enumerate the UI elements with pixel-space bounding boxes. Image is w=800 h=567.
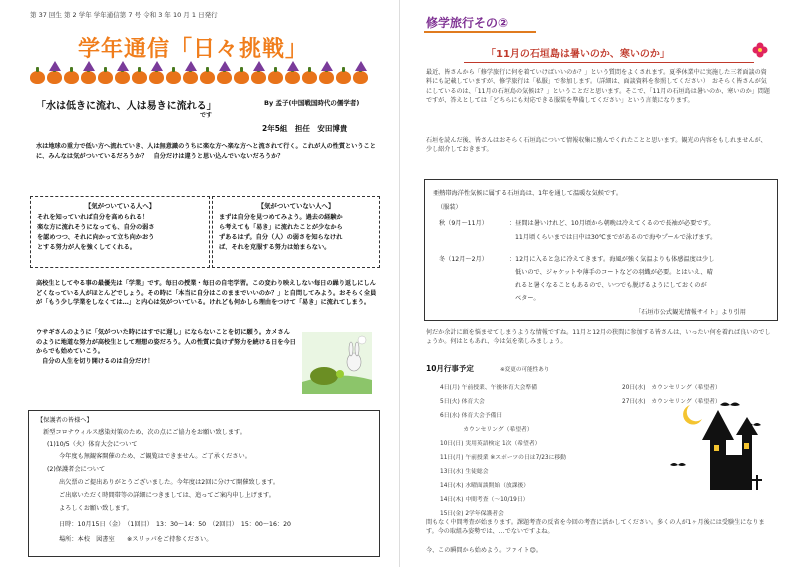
event-item: 13日(水) 生徒総会 xyxy=(440,469,489,475)
event-item: 27日(水) カウンセリング（希望者） xyxy=(622,399,721,405)
guardian-notice-line: 今年度も無観客開催のため、ご観覧はできません。ご了承ください。 xyxy=(59,453,251,460)
unaware-box xyxy=(212,196,380,268)
pumpkin-icon xyxy=(47,71,62,84)
events-title: 10月行事予定 xyxy=(426,364,474,373)
newsletter-title: 学年通信「日々挑戦」 xyxy=(78,36,309,62)
aware-box-heading: 【気がついている人へ】 xyxy=(84,202,156,210)
trip-paragraph-2: 石垣を読んだ後、皆さんはおそらく石垣島について情報収集に励んでくれたことと思います。観光の内容をもしれませんが、少し紹介しておきます。 xyxy=(426,137,767,154)
event-item: カウンセリング（希望者） xyxy=(440,427,533,433)
guardian-notice-box xyxy=(28,410,380,557)
event-item: 14日(木) 水曜面談開始（放課後） xyxy=(440,483,530,489)
pumpkin-icon xyxy=(268,71,283,84)
autumn-text: 11月頃くらいまでは日中は30℃までがあるので海やプールで泳げます。 xyxy=(515,234,717,241)
winter-text: れると暑くなることもあるので、いつでも脱げるようにしておくのが xyxy=(515,282,707,289)
event-item: 15日(金) 2学年保護者会 xyxy=(440,511,504,517)
guardian-notice-line: よろしくお願い致します。 xyxy=(59,505,133,512)
pumpkin-icon xyxy=(166,71,181,84)
event-item: 10日(日) 実用英語検定 1次（希望者） xyxy=(440,441,541,447)
events-note: ※変更の可能性あり xyxy=(500,367,550,373)
event-item: 11日(月) 午前授業 ※スポーツの日は7/23に移動 xyxy=(440,455,566,461)
trip-paragraph-1: 最近、皆さんから「修学旅行に何を着ていけばいいのか？」という質問をよくされます。夏季休業中に実施した三者面談の資料にも記載していますが、修学旅行は「私服」で参加します。（詳細は、面談資料を参照してください） おそらく皆さんが気にしているのは、「11月の石垣島の気候は？」ということだと思います。そこで、「11月の石垣島は暑いのか、寒いのか」問題ですが、答えとしては「どちらにも対応できる服装を準備してください」という言葉になります。 xyxy=(426,69,770,105)
pumpkin-icon xyxy=(183,71,198,84)
aware-box-body: それを知っていれば自分を高められる！ 楽な方に流れそうになっても、自分の弱さ を認めつつ、それに向かって立ち向かおう とする努力が人を強くしてくれる。 xyxy=(37,214,155,251)
guardian-notice-line: (2)保護者会について xyxy=(47,466,106,473)
tortoise-and-hare-illustration xyxy=(302,332,372,394)
unaware-box-heading: 【気がついていない人へ】 xyxy=(257,202,335,210)
haunted-house-illustration xyxy=(650,395,765,490)
pumpkin-icon xyxy=(251,71,266,84)
climate-intro: 亜熱帯海洋性気候に属する石垣島は、1年を通して温暖な気候です。 xyxy=(433,190,623,197)
pumpkin-icon xyxy=(217,71,232,84)
autumn-label: 秋（9月～11月） xyxy=(439,220,488,227)
event-item: 14日(木) 中間考査（～10/19日） xyxy=(440,497,529,503)
event-item: 4日(月) 午前授業、午後体育大会準備 xyxy=(440,385,538,391)
clothing-label: （服装） xyxy=(437,204,462,211)
pumpkin-icon xyxy=(336,71,351,84)
proverb-heading: 「水は低きに流れ、人は易きに流れる」 xyxy=(36,101,217,112)
pumpkin-icon xyxy=(132,71,147,84)
pumpkin-icon xyxy=(149,71,164,84)
proverb-attribution: By 孟子(中国戦国時代の儒学者) xyxy=(264,99,360,107)
trip-paragraph-3: 何だか余計に頭を悩ませてしまうような情報ですね。11月と12月の狭間に参加する皆さんは、いったい何を着れば良いのでしょうか。何はともあれ、今は気を楽しみましょう。 xyxy=(426,329,771,346)
question-heading: 「11月の石垣島は暑いのか、寒いのか」 xyxy=(486,49,670,60)
pumpkin-icon xyxy=(81,71,96,84)
pumpkin-icon xyxy=(353,71,368,84)
event-item: 6日(水) 体育大会予備日 xyxy=(440,413,503,419)
question-underline xyxy=(464,62,754,63)
guardian-notice-line: (1)10/5（火）体育大会について xyxy=(47,441,138,448)
right-page xyxy=(400,0,800,567)
pumpkin-icon xyxy=(302,71,317,84)
winter-text: ベター。 xyxy=(515,295,540,302)
class-teacher: 2年5組 担任 安田博貴 xyxy=(262,124,348,133)
autumn-text: ：昼間は暑いけれど、10月頃から朝晩は冷えてくるので長袖が必要です。 xyxy=(509,220,715,227)
event-item: 5日(火) 体育大会 xyxy=(440,399,485,405)
climate-source: 「石垣市公式観光情報サイト」より引用 xyxy=(635,309,746,316)
pumpkin-icon xyxy=(234,71,249,84)
pumpkin-icon xyxy=(30,71,45,84)
intro-paragraph: 水は地球の重力で低い方へ流れていき、人は無意識のうちに楽な方へ楽な方へと流されて行く。これが人の性質ということに、みんなは気がついているだろうか？ 自分だけは違うと思い込んでいないだろうか？ xyxy=(36,143,376,160)
trip-title: 修学旅行その② xyxy=(426,16,509,30)
tortoise-paragraph: ウサギさんのように「気がついた時にはすでに遅し」にならないことを切に願う。カメさんのように地道な努力が高校生として理想の姿だろう。人の性質に負けず努力を続ける日を今日からでも始めていこう。 自分の人生を切り開けるのは自分だけ！ xyxy=(36,329,296,365)
unaware-box-body: まずは自分を見つめてみよう。過去の経験か ら考えても「易き」に流れたことが少なから ずあるはず。自分（人）の弱さを知らなけれ ば、それを克服する努力は始まらない。 xyxy=(219,214,343,251)
guardian-notice-line: ご出席いただく時間帯等の詳細につきましては、追ってご案内申し上げます。 xyxy=(59,492,275,499)
pumpkin-row xyxy=(30,65,370,87)
pumpkin-icon xyxy=(64,71,79,84)
closing-cheer: 今、この瞬間から始めよう。ファイト😊。 xyxy=(426,547,542,554)
climate-info-box xyxy=(424,179,778,321)
pumpkin-icon xyxy=(115,71,130,84)
guardian-notice-line: 【保護者の皆様へ】 xyxy=(37,417,93,424)
proverb-attribution-end: です xyxy=(200,112,213,119)
trip-title-underline xyxy=(424,31,536,33)
aware-box xyxy=(30,196,210,268)
guardian-notice-line: 場所：本校 図書室 ※スリッパをご持参ください。 xyxy=(59,536,213,543)
guardian-notice-line: 出欠票のご提出ありがとうございました。今年度は2回に分けて開催致します。 xyxy=(59,479,280,486)
winter-text: ：12月に入ると急に冷えてきます。海風が強く気温よりも体感温度は少し xyxy=(509,256,715,263)
pumpkin-icon xyxy=(319,71,334,84)
guardian-notice-line: 日時：10月15日（金） （1回目） 13：30～14：50 （2回目） 15：00～16：20 xyxy=(59,521,291,528)
guardian-notice-line: 新型コロナウィルス感染対策のため、次の点にご協力をお願い致します。 xyxy=(43,429,246,436)
issue-line: 第 37 回生 第 2 学年 学年通信第 7 号 令和 3 年 10 月 1 日発行 xyxy=(30,11,218,19)
pumpkin-icon xyxy=(285,71,300,84)
pumpkin-icon xyxy=(98,71,113,84)
event-item: 20日(水) カウンセリング（希望者） xyxy=(622,385,721,391)
study-paragraph: 高校生としてやる事の最優先は「学業」です。毎日の授業・毎日の自宅学習。この変わり映えしない毎日の繰り返しにしんどくなっている人がほとんどでしょう。その時に「本当に自分はこのままでいいのか？」と自問してみよう。おそらく全員が「もう少し学業をしなくては…」と内心は気がついている。けれども何かしら理由をつけて「易き」に流れてしまう。 xyxy=(36,280,377,307)
hibiscus-icon xyxy=(752,42,768,58)
pumpkin-icon xyxy=(200,71,215,84)
winter-text: 低いので、ジャケットや薄手のコートなどの羽織が必要。とはいえ、晴 xyxy=(515,269,713,276)
winter-label: 冬（12月～2月） xyxy=(439,256,488,263)
closing-paragraph: 間もなく中間考査が始まります。課題考査の反省を今回の考査に活かしてください。多くの人が1ヶ月後には受験生になります。今の取組み姿勢では、…でないですよね。 xyxy=(426,519,765,536)
